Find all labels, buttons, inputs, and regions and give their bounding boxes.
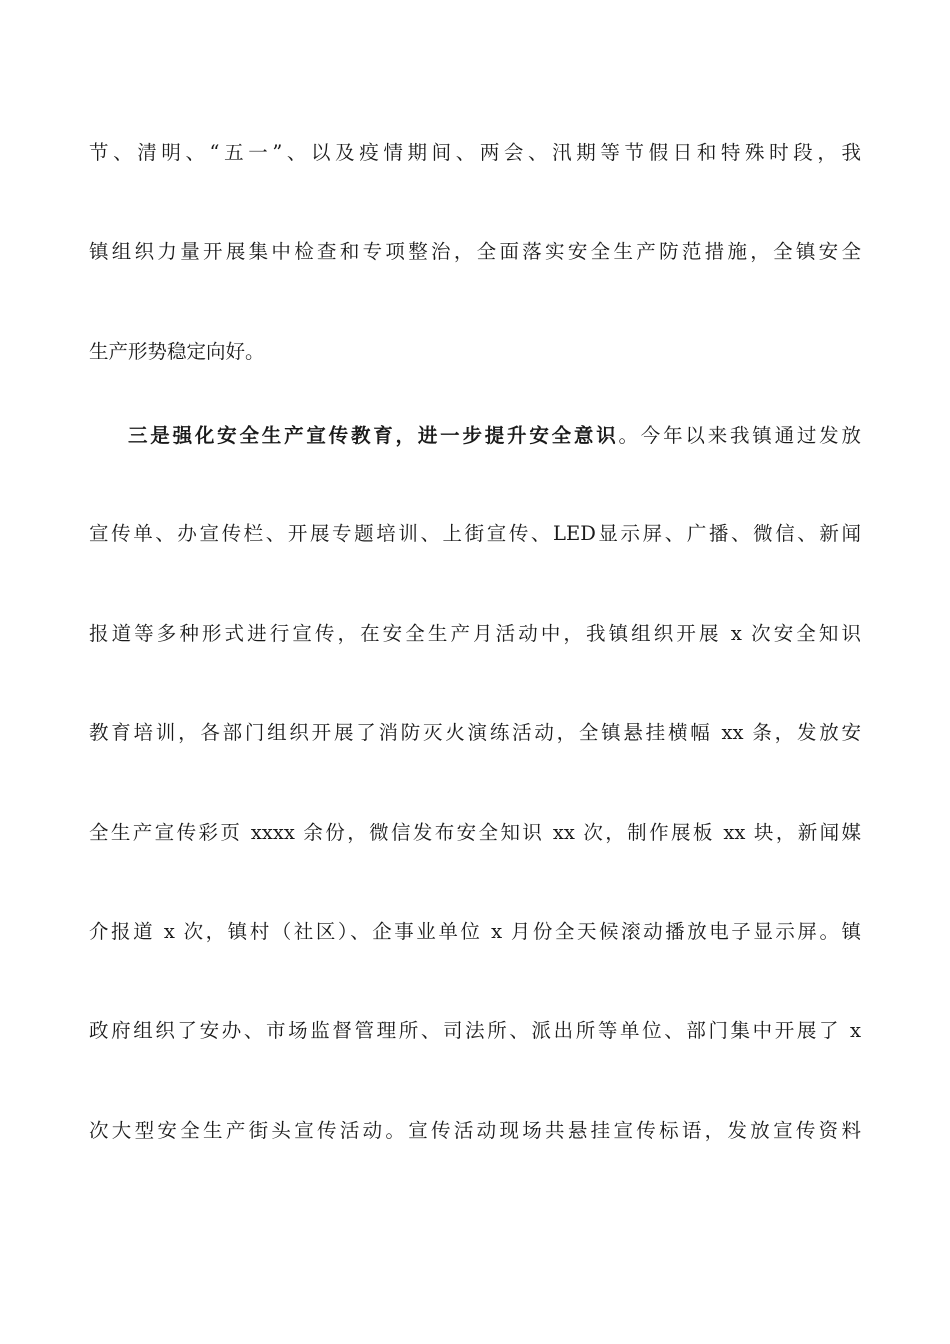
paragraph-2-line-5: 全生产宣传彩页 xxxx 余份，微信发布安全知识 xx 次，制作展板 xx 块，新闻媒 xyxy=(89,821,861,844)
paragraph-1-line-2: 镇组织力量开展集中检查和专项整治，全面落实安全生产防范措施，全镇安全 xyxy=(89,240,861,263)
paragraph-2-line-8: 次大型安全生产街头宣传活动。宣传活动现场共悬挂宣传标语，发放宣传资料 xyxy=(89,1119,861,1142)
paragraph-2-line-1 xyxy=(128,421,861,451)
paragraph-2-heading: 三是强化安全生产宣传教育，进一步提升安全意识 xyxy=(128,424,619,447)
paragraph-1-line-1: 节、清明、“五一”、以及疫情期间、两会、汛期等节假日和特殊时段，我 xyxy=(89,141,861,164)
paragraph-2-line-7: 政府组织了安办、市场监督管理所、司法所、派出所等单位、部门集中开展了 x xyxy=(89,1019,861,1042)
paragraph-2-line-3: 报道等多种形式进行宣传，在安全生产月活动中，我镇组织开展 x 次安全知识 xyxy=(89,622,861,645)
paragraph-1-line-3: 生产形势稳定向好。 xyxy=(89,340,265,363)
paragraph-2-line-1-rest: 。今年以来我镇通过发放 xyxy=(618,424,861,447)
paragraph-2-line-6: 介报道 x 次，镇村（社区）、企事业单位 x 月份全天候滚动播放电子显示屏。镇 xyxy=(89,920,861,943)
paragraph-2-line-4: 教育培训，各部门组织开展了消防灭火演练活动，全镇悬挂横幅 xx 条，发放安 xyxy=(89,721,861,744)
paragraph-2-line-2: 宣传单、办宣传栏、开展专题培训、上街宣传、LED显示屏、广播、微信、新闻 xyxy=(89,522,861,545)
